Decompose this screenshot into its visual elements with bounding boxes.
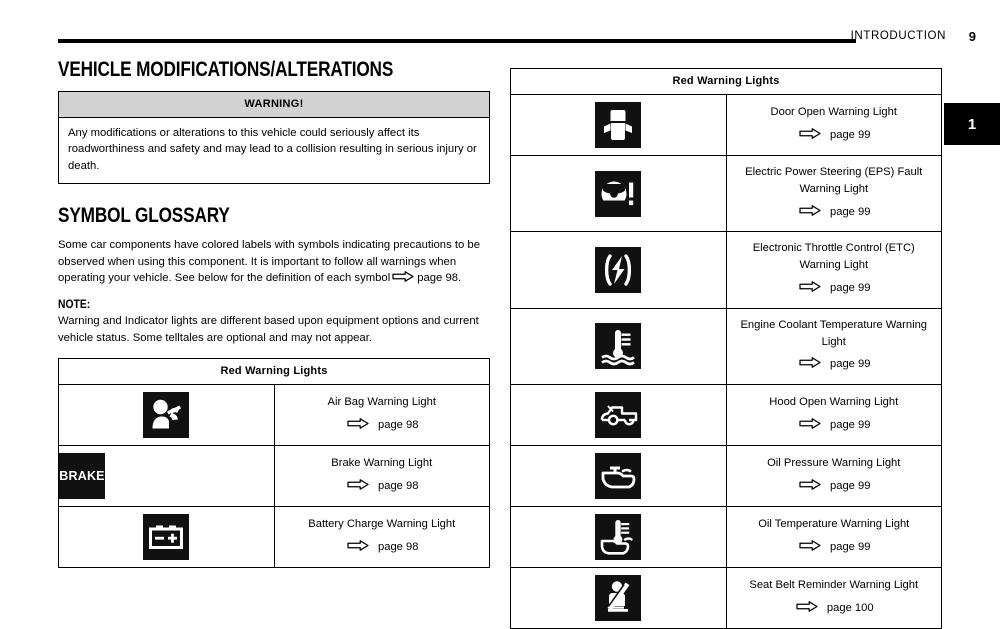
oil-can-icon: [595, 453, 641, 499]
page-reference-arrow-icon: [392, 271, 414, 288]
note-body: Warning and Indicator lights are different based upon equipment options and current vehicle status. Some telltales are optional and may not appear.: [58, 314, 479, 344]
page-reference: [733, 478, 936, 496]
oil-temperature-icon: [595, 514, 641, 560]
icon-cell: [59, 446, 275, 507]
table-row: [511, 156, 942, 232]
description-cell: [726, 156, 942, 232]
coolant-temperature-icon: [595, 323, 641, 369]
warning-light-name: Oil Pressure Warning Light: [767, 456, 901, 469]
table-row: [511, 232, 942, 308]
description-cell: [726, 507, 942, 568]
warning-light-name: Battery Charge Warning Light: [308, 517, 456, 530]
page-reference-arrow-icon: [347, 479, 369, 496]
icon-cell: [511, 385, 727, 446]
table-heading: Red Warning Lights: [511, 69, 942, 95]
table-row: [511, 446, 942, 507]
warning-light-name: Oil Temperature Warning Light: [758, 517, 910, 530]
chapter-label: INTRODUCTION: [850, 30, 946, 42]
page-reference-arrow-icon: [347, 540, 369, 557]
page-reference-arrow-icon: [796, 601, 818, 618]
page-reference: [733, 280, 936, 298]
page-reference-label: page 99: [830, 281, 871, 294]
warning-light-name: Seat Belt Reminder Warning Light: [749, 578, 919, 591]
warning-light-name: Hood Open Warning Light: [769, 395, 899, 408]
lightning-bolt-icon: [595, 247, 641, 293]
page-reference-label: page 99: [830, 358, 871, 371]
page-reference-arrow-icon: [799, 479, 821, 496]
page-reference-label: page 98: [378, 479, 419, 492]
hood-open-icon: [595, 392, 641, 438]
description-cell: [726, 95, 942, 156]
page-reference-label: page 98: [378, 540, 419, 553]
page-number: 9: [968, 29, 976, 44]
page-reference-label: page 99: [830, 540, 871, 553]
table-header-row: [59, 359, 490, 385]
table-row: [59, 507, 490, 568]
page-reference-label: page 99: [830, 479, 871, 492]
page-reference: [281, 417, 484, 435]
symbol-glossary-title: SYMBOL GLOSSARY: [58, 204, 230, 228]
brake-icon: [59, 453, 105, 499]
page-reference-label: page 98: [378, 418, 419, 431]
left-column: [58, 58, 492, 568]
page-reference: [733, 600, 936, 618]
table-row: [511, 308, 942, 384]
description-cell: [274, 507, 490, 568]
description-cell: [726, 446, 942, 507]
page-title: VEHICLE MODIFICATIONS/ALTERATIONS: [58, 58, 394, 81]
page-reference-arrow-icon: [799, 540, 821, 557]
warning-box-body: Any modifications or alterations to this vehicle could seriously affect its roadworthiness and safety and may lead to a collision resulting in serious injury or death.: [68, 127, 477, 172]
door-open-icon: [595, 102, 641, 148]
warning-light-name: Engine Coolant Temperature Warning Light: [740, 318, 928, 348]
icon-cell: [511, 156, 727, 232]
warning-box-heading: WARNING!: [59, 92, 489, 118]
seat-belt-icon: [595, 575, 641, 621]
table-heading: Red Warning Lights: [59, 359, 490, 385]
page-reference-label: page 99: [830, 205, 871, 218]
warning-light-name: Electric Power Steering (EPS) Fault Warning Light: [745, 166, 923, 195]
description-cell: [726, 568, 942, 629]
page-reference-arrow-icon: [799, 128, 821, 145]
air-bag-icon: [143, 392, 189, 438]
warning-box: [58, 91, 490, 184]
warning-light-name: Air Bag Warning Light: [327, 395, 436, 408]
chapter-tab-number: 1: [967, 115, 977, 133]
page-reference: [281, 539, 484, 557]
table-row: [511, 568, 942, 629]
page-reference: [733, 417, 936, 435]
note-label: NOTE:: [58, 298, 91, 311]
red-warning-lights-table-left: [58, 358, 490, 568]
brake-icon-label: BRAKE: [59, 469, 105, 484]
page-reference-label: page 99: [830, 418, 871, 431]
icon-cell: [511, 308, 727, 384]
description-cell: [274, 446, 490, 507]
page-reference: [733, 127, 936, 145]
table-row: [59, 385, 490, 446]
page-reference: [281, 478, 484, 496]
symbol-glossary-intro: [58, 237, 486, 288]
red-warning-lights-table-right: [510, 68, 942, 629]
table-row: [511, 507, 942, 568]
table-row: [59, 446, 490, 507]
battery-icon: [143, 514, 189, 560]
description-cell: [726, 308, 942, 384]
page-reference: [733, 204, 936, 222]
chapter-tab[interactable]: [944, 103, 1000, 145]
table-row: [511, 95, 942, 156]
description-cell: [726, 385, 942, 446]
page-reference-arrow-icon: [347, 418, 369, 435]
steering-wheel-alert-icon: [595, 171, 641, 217]
icon-cell: [511, 446, 727, 507]
icon-cell: [511, 568, 727, 629]
warning-light-name: Door Open Warning Light: [770, 105, 897, 118]
page-reference: [733, 539, 936, 557]
page-reference-arrow-icon: [799, 418, 821, 435]
icon-cell: [511, 507, 727, 568]
table-row: [511, 385, 942, 446]
warning-light-name: Electronic Throttle Control (ETC) Warning Light: [752, 242, 915, 272]
table-header-row: [511, 69, 942, 95]
glossary-intro-text: Some car components have colored labels with symbols indicating precautions to be observed when using this component. It is important to follow all warnings when operating your vehicle. See below for the definition of each symbol: [58, 239, 480, 285]
warning-light-name: Brake Warning Light: [331, 456, 433, 469]
right-column: [510, 68, 942, 629]
page-reference-arrow-icon: [799, 205, 821, 222]
description-cell: [726, 232, 942, 308]
icon-cell: [59, 385, 275, 446]
icon-cell: [511, 95, 727, 156]
glossary-intro-page-ref: page 98.: [417, 272, 462, 285]
header-rule: [58, 39, 856, 43]
page-header: [58, 30, 988, 52]
page-reference-arrow-icon: [799, 357, 821, 374]
icon-cell: [59, 507, 275, 568]
page-reference-arrow-icon: [799, 281, 821, 298]
page-reference: [733, 356, 936, 374]
description-cell: [274, 385, 490, 446]
page-reference-label: page 100: [826, 601, 874, 614]
page-reference-label: page 99: [830, 128, 871, 141]
icon-cell: [511, 232, 727, 308]
